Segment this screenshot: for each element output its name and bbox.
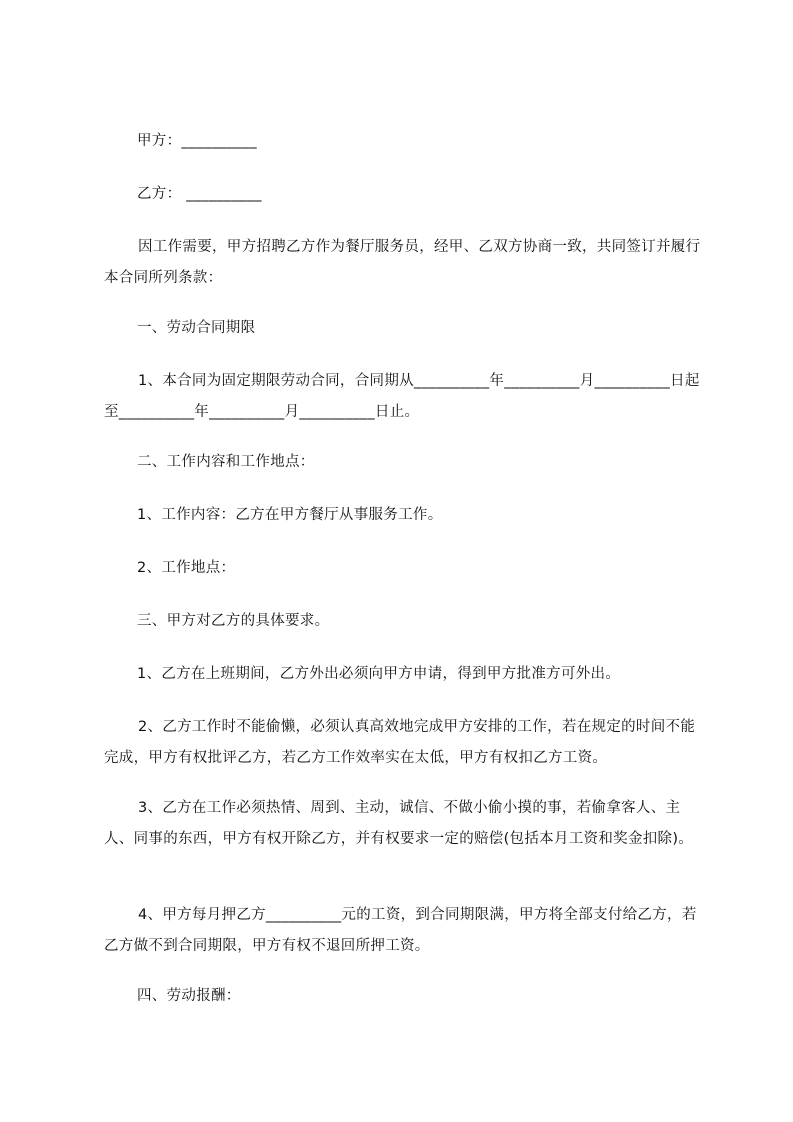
section-3-item-4: 4、甲方每月押乙方__________元的工资，到合同期限满，甲方将全部支付给乙方，若乙方做不到合同期限，甲方有权不退回所押工资。 [104, 907, 697, 954]
section-2-item-1: 1、工作内容：乙方在甲方餐厅从事服务工作。 [137, 507, 443, 523]
section-3-item-3: 3、乙方在工作必须热情、周到、主动，诚信、不做小偷小摸的事，若偷拿客人、主人、同事的东西，甲方有权开除乙方，并有权要求一定的赔偿(包括本月工资和奖金扣除)。 [104, 800, 694, 847]
section-2-item-2: 2、工作地点： [137, 560, 236, 576]
section-3-item-1: 1、乙方在上班期间，乙方外出必须向甲方申请，得到甲方批准方可外出。 [137, 666, 621, 682]
section-2-heading: 二、工作内容和工作地点： [137, 454, 315, 470]
intro-paragraph: 因工作需要，甲方招聘乙方作为餐厅服务员，经甲、乙双方协商一致，共同签订并履行本合同所列条款： [104, 239, 701, 286]
party-b-line: 乙方： __________ [137, 186, 262, 202]
section-3-item-2: 2、乙方工作时不能偷懒，必须认真高效地完成甲方安排的工作，若在规定的时间不能完成，甲方有权批评乙方，若乙方工作效率实在太低，甲方有权扣乙方工资。 [104, 719, 696, 766]
section-1-heading: 一、劳动合同期限 [137, 320, 256, 336]
party-a-line: 甲方：__________ [137, 133, 257, 149]
section-3-heading: 三、甲方对乙方的具体要求。 [137, 613, 330, 629]
section-1-item-1: 1、本合同为固定期限劳动合同，合同期从__________年__________月__________日起至__________年__________月__________日止。 [104, 373, 700, 420]
section-4-heading: 四、劳动报酬： [137, 988, 241, 1004]
